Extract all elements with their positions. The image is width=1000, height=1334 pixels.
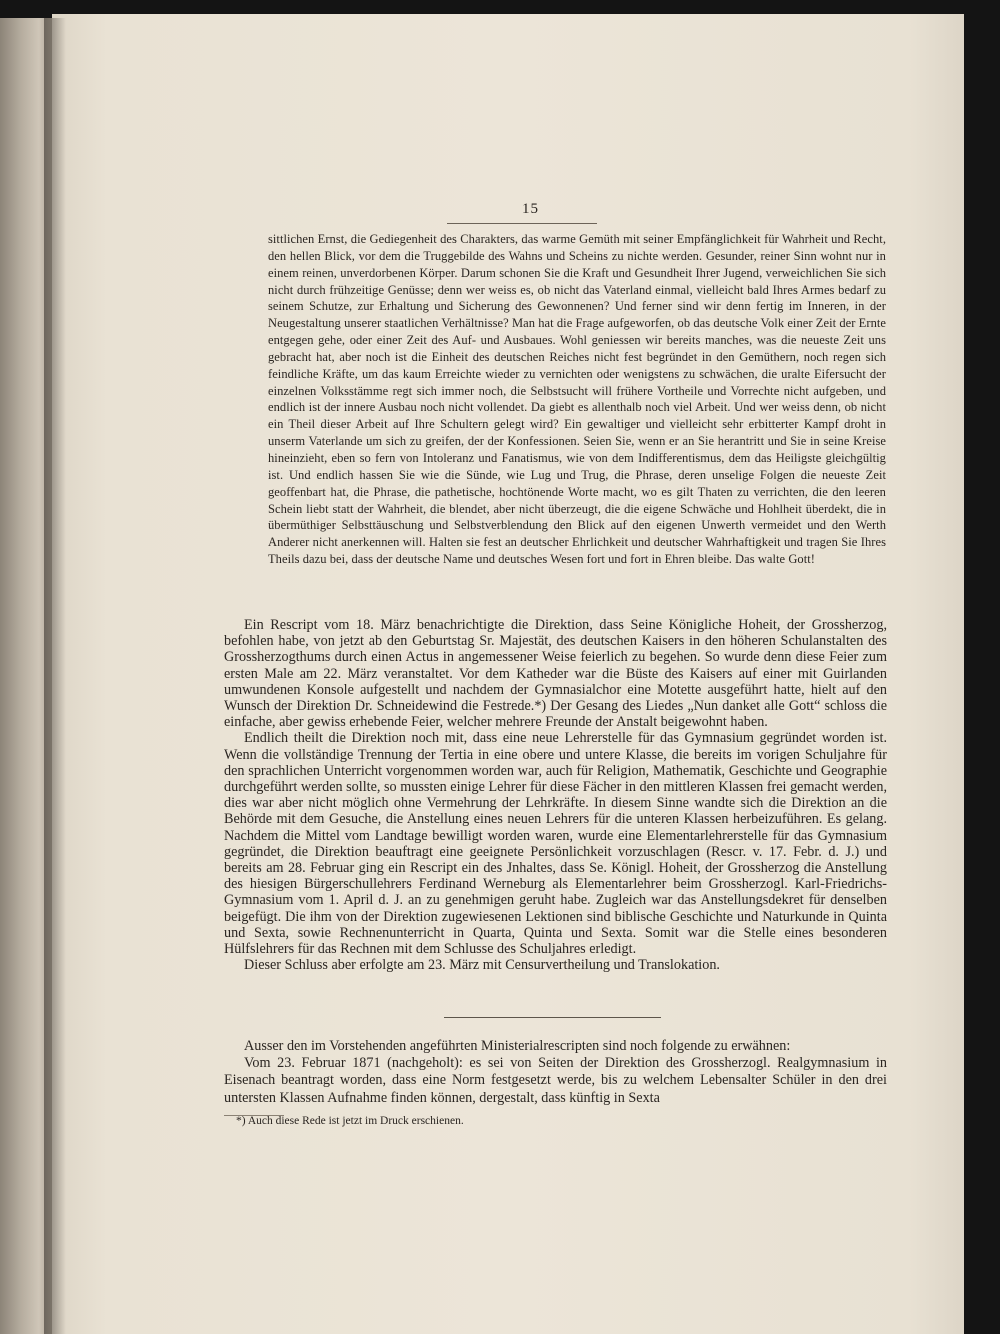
- ministerial-rescripts-section: [224, 1038, 887, 1107]
- paragraph-school-year-end: Dieser Schluss aber erfolgte am 23. März mit Censurvertheilung und Translokation.: [244, 957, 720, 974]
- binding-shadow: [44, 18, 66, 1334]
- paragraph-new-teacher-position: Endlich theilt die Direktion noch mit, dass eine neue Lehrerstelle für das Gymnasium gegründet worden ist. Wenn die vollständige Trennung der Tertia in eine obere und untere Klasse, die bereits im vorigen Schuljahre für den sprachlichen Unterricht vorgenommen worden war, auch für Religion, Mathematik, Geschichte und Geographie durchgeführt werden sollte, so mussten einige Lehrer für diese Fächer in den mittleren Klassen frei gemacht werden, dies war aber nicht möglich ohne Vermehrung der Lehrkräfte. In diesem Sinne wandte sich die Direktion an die Behörde mit dem Gesuche, die Anstellung eines neuen Lehrers für die unteren Klassen herbeizuführen. Es gelang. Nachdem die Mittel vom Landtage bewilligt worden waren, wurde eine Elementarlehrerstelle für das Gymnasium gegründet, die Direktion beauftragt eine geeignete Persönlichkeit vorzuschlagen (Rescr. v. 17. Febr. d. J.) und bereits am 28. Februar ging ein Rescript ein des Jnhaltes, dass Se. Königl. Hoheit, der Grossherzog die Anstellung des hiesigen Bürgerschullehrers Ferdinand Werneburg als Elementarlehrer beim Grossherzogl. Karl-Friedrichs-Gymnasium vom 1. April d. J. an zu genehmigen geruht habe. Zugleich war das Anstellungsdekret für denselben beigefügt. Die ihm von der Direktion zugewiesenen Lektionen sind biblische Geschichte und Naturkunde in Quinta und Sexta, sowie Rechnenunterricht in Quarta, Quinta und Sexta. Somit war die Stelle eines besonderen Hülfslehrers für das Rechnen mit dem Schlusse des Schuljahres erledigt.: [224, 730, 887, 958]
- footnote: *) Auch diese Rede ist jetzt im Druck erschienen.: [236, 1115, 464, 1127]
- header-rule: [447, 223, 597, 224]
- paragraph-rescript-feb-1871: Vom 23. Februar 1871 (nachgeholt): es sei von Seiten der Direktion des Grossherzogl. Realgymnasium in Eisenach beantragt worden, dass eine Norm festgesetzt werde, bis zu welchem Lebensalter Schüler in den drei untersten Klassen Aufnahme finden können, dergestalt, dass künftig in Sexta: [224, 1055, 887, 1106]
- chronicle-section: [224, 617, 887, 973]
- section-divider: [444, 1017, 661, 1018]
- document-page: [52, 14, 964, 1334]
- speech-paragraph: sittlichen Ernst, die Gediegenheit des Charakters, das warme Gemüth mit seiner Empfänglichkeit für Wahrheit und Recht, den hellen Blick, vor dem die Truggebilde des Wahns und Scheins zu nichte werden. Gesunder, reiner Sinn wohnt nur in einem reinen, unverdorbenen Körper. Darum schonen Sie die Kraft und Gesundheit Ihrer Jugend, verweichlichen Sie sich nicht durch frühzeitige Genüsse; denn wer weiss es, ob nicht das Vaterland einmal, vielleicht bald Ihres Armes bedarf zu seinem Schutze, zur Erhaltung und Sicherung des Gewonnenen? Und ferner sind wir denn fertig im Inneren, in der Neugestaltung unserer staatlichen Verhältnisse? Man hat die Frage aufgeworfen, ob das deutsche Volk einer Zeit der Ernte entgegen gehe, oder einer Zeit des Auf- und Ausbaues. Wohl geniessen wir bereits manches, was die neueste Zeit uns gebracht hat, aber noch ist die Einheit des deutschen Reiches nicht fest begründet in den Gemüthern, noch regen sich feindliche Kräfte, um das kaum Erreichte wieder zu vernichten oder wenigstens zu schwächen, die uralte Eifersucht der einzelnen Volksstämme regt sich immer noch, die Selbstsucht will frühere Vortheile und Vorrechte nicht aufgeben, und endlich ist der innere Ausbau noch nicht vollendet. Da giebt es allenthalb noch viel Arbeit. Und wer weiss denn, ob nicht ein Theil dieser Arbeit auf Ihre Schultern gelegt wird? Ein gewaltiger und vielleicht sehr erbitterter Kampf droht in unserm Vaterlande um sich zu greifen, der der Konfessionen. Seien Sie, wenn er an Sie herantritt und Sie in seine Kreise hineinzieht, eben so fern von Intoleranz und Fanatismus, wie von dem Indifferentismus, dem das Heiligste gleichgültig ist. Und endlich hassen Sie wie die Sünde, wie Lug und Trug, die Phrase, deren unselige Folgen die neueste Zeit geoffenbart hat, die Phrase, die pathetische, hochtönende Worte macht, wo es gilt Thaten zu verrichten, die den leeren Schein liebt statt der Wahrheit, die blendet, aber nicht überzeugt, die die eigene Schwäche und Hohlheit überdekt, die in übermüthiger Selbsttäuschung und Selbstverblendung den Blick auf den eigenen Unwerth vermeidet und den Werth Anderer nicht anerkennen will. Halten sie fest an deutscher Ehrlichkeit und deutscher Wahrhaftigkeit und tragen Sie Ihres Theils dazu bei, dass der deutsche Name und deutsches Wesen fort und fort in Ehren bleibe. Das walte Gott!: [268, 232, 886, 567]
- page-number: 15: [522, 201, 539, 217]
- speech-excerpt: [268, 231, 886, 568]
- paragraph-rescript-birthday: Ein Rescript vom 18. März benachrichtigte die Direktion, dass Seine Königliche Hoheit, der Grossherzog, befohlen habe, von jetzt ab den Geburtstag Sr. Majestät, des deutschen Kaisers in den höheren Schulanstalten des Grossherzogthums durch einen Actus in angemessener Weise feierlich zu begehen. So wurde denn diese Feier zum ersten Male am 22. März veranstaltet. Vor dem Katheder war die Büste des Kaisers auf einer mit Guirlanden umwundenen Konsole aufgestellt und nachdem der Gymnasialchor eine Motette ausgeführt hatte, hielt auf den Wunsch der Direktion Dr. Schneidewind die Festrede.*) Der Gesang des Liedes „Nun danket alle Gott“ schloss die einfache, aber gewiss erhebende Feier, welcher mehrere Freunde der Anstalt beigewohnt haben.: [224, 617, 887, 731]
- paragraph-ministerial-intro: Ausser den im Vorstehenden angeführten Ministerialrescripten sind noch folgende zu erwähnen:: [244, 1038, 791, 1054]
